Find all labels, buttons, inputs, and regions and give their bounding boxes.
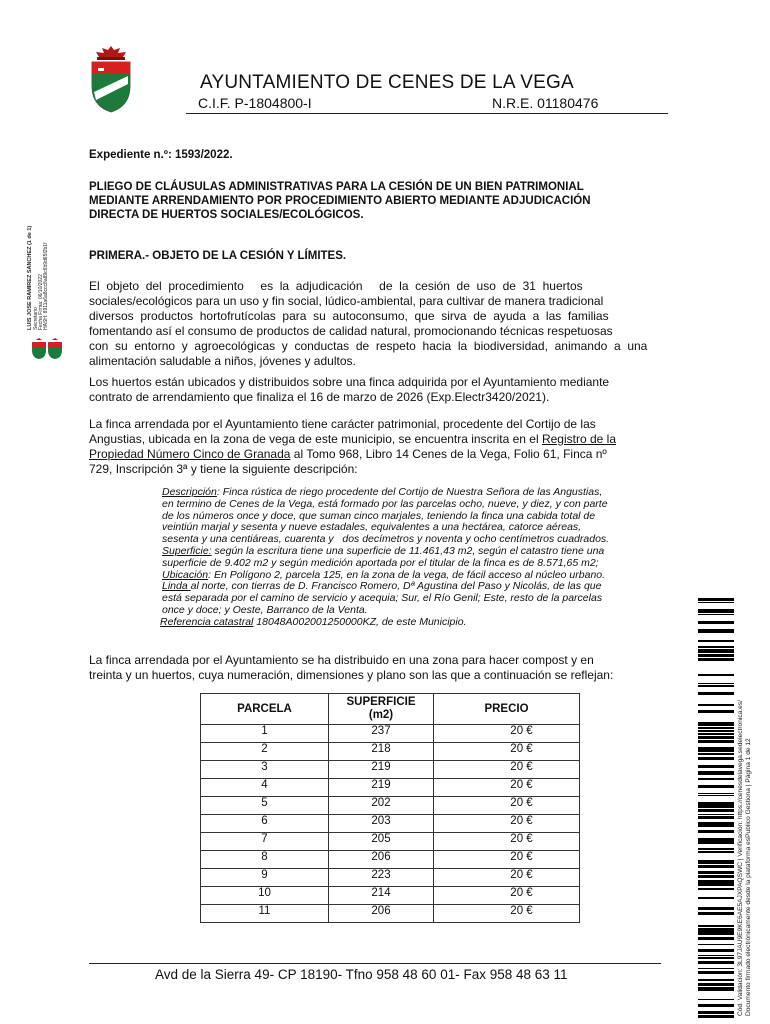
paragraph-line bbox=[89, 432, 661, 447]
expediente-label: Expediente n.º: bbox=[89, 149, 175, 161]
small-crest-icon bbox=[30, 338, 64, 360]
table-row bbox=[201, 779, 580, 797]
document-title-line: DIRECTA DE HUERTOS SOCIALES/ECOLÓGICOS. bbox=[89, 209, 364, 221]
parcela-cell: 9 bbox=[201, 869, 329, 887]
header-divider bbox=[186, 113, 668, 114]
footer-divider bbox=[89, 963, 661, 964]
table-row bbox=[201, 797, 580, 815]
signature-date: Fecha Firma: 06/10/2022 bbox=[38, 274, 44, 330]
superficie-cell: 214 bbox=[329, 887, 434, 905]
table-row bbox=[201, 761, 580, 779]
superficie-cell: 203 bbox=[329, 815, 434, 833]
paragraph-line: contrato de arrendamiento que finaliza el 16 de marzo de 2026 (Exp.Electr3420/2021). bbox=[89, 390, 550, 404]
parcela-cell: 3 bbox=[201, 761, 329, 779]
signer-role: Secretario bbox=[33, 307, 39, 330]
superficie-cell: 205 bbox=[329, 833, 434, 851]
header-parcela: PARCELA bbox=[201, 694, 329, 725]
parcela-cell: 2 bbox=[201, 743, 329, 761]
table-row bbox=[201, 869, 580, 887]
table-row bbox=[201, 851, 580, 869]
document-title bbox=[89, 180, 661, 222]
verification-code-text: Cód. Validación: 3L97JAU9E9KE6AE5AJXPAQSWC | Verificación: https://cenesdelavega.sedelectronica.es/ bbox=[737, 700, 744, 1016]
parcela-cell: 1 bbox=[201, 725, 329, 743]
paragraph-line: diversos productos hortofrutícolas para su autoconsumo, que sirva de ayuda a las familias bbox=[89, 309, 609, 323]
table-row bbox=[201, 887, 580, 905]
precio-cell: 20 € bbox=[434, 779, 580, 797]
paragraph-text: Angustias, ubicada en la zona de vega de este municipio, se encuentra inscrita en el bbox=[89, 432, 542, 446]
header-superficie: SUPERFICIE (m2) bbox=[329, 694, 434, 725]
expediente-line bbox=[89, 149, 233, 161]
precio-cell: 20 € bbox=[434, 815, 580, 833]
section-heading: PRIMERA.- OBJETO DE LA CESIÓN Y LÍMITES. bbox=[89, 250, 347, 262]
precio-cell: 20 € bbox=[434, 725, 580, 743]
superficie-label: Superficie: bbox=[162, 544, 212, 557]
paragraph-finca bbox=[89, 417, 661, 477]
parcela-cell: 4 bbox=[201, 779, 329, 797]
paragraph-line: sociales/ecológicos para un uso y fin social, lúdico-ambiental, para cultivar de manera tradicional bbox=[89, 294, 604, 308]
verification-barcode bbox=[698, 598, 734, 1018]
precio-cell: 20 € bbox=[434, 869, 580, 887]
signer-name: LUIS JOSE RAMIREZ SANCHEZ (1 de 1) bbox=[27, 225, 33, 330]
table-row bbox=[201, 743, 580, 761]
table-row bbox=[201, 815, 580, 833]
verification-platform-text: Documento firmado electrónicamente desde la plataforma esPublico Gestiona | Página 1 de 12 bbox=[745, 738, 752, 1016]
referencia-catastral-label: Referencia catastral bbox=[160, 615, 254, 628]
superficie-cell: 223 bbox=[329, 869, 434, 887]
paragraph-line: Los huertos están ubicados y distribuidos sobre una finca adquirida por el Ayuntamiento mediante bbox=[89, 375, 610, 389]
table-row bbox=[201, 905, 580, 923]
paragraph-text: al Tomo 968, Libro 14 Cenes de la Vega, Folio 61, Finca nº bbox=[290, 447, 607, 461]
precio-cell: 20 € bbox=[434, 797, 580, 815]
superficie-cell: 219 bbox=[329, 761, 434, 779]
paragraph-line: La finca arrendada por el Ayuntamiento tiene carácter patrimonial, procedente del Cortijo de las bbox=[89, 417, 596, 431]
precio-cell: 20 € bbox=[434, 761, 580, 779]
table-row bbox=[201, 833, 580, 851]
parcela-cell: 7 bbox=[201, 833, 329, 851]
superficie-cell: 206 bbox=[329, 851, 434, 869]
precio-cell: 20 € bbox=[434, 743, 580, 761]
paragraph-line: 729, Inscripción 3ª y tiene la siguiente descripción: bbox=[89, 462, 358, 476]
ubicacion-label: Ubicación bbox=[162, 568, 209, 581]
table-header-row bbox=[201, 694, 580, 725]
superficie-cell: 218 bbox=[329, 743, 434, 761]
header-precio: PRECIO bbox=[434, 694, 580, 725]
paragraph-line: fomentando así el consumo de productos de calidad natural, promocionando técnicas respetuosas bbox=[89, 324, 613, 338]
footer-address: Avd de la Sierra 49- CP 18190- Tfno 958 48 60 01- Fax 958 48 63 11 bbox=[155, 967, 568, 982]
parcela-cell: 11 bbox=[201, 905, 329, 923]
parcela-cell: 6 bbox=[201, 815, 329, 833]
precio-cell: 20 € bbox=[434, 851, 580, 869]
registro-link-text: Registro de la bbox=[541, 432, 616, 446]
finca-description: Descripción: Finca rústica de riego procedente del Cortijo de Nuestra Señora de las Angustias, en termino de Cenes de la Vega, está formado por las parcelas ocho, nueve, y diez, y con parte de los números once y doce, que suman cinco marjales, teniendo la finca una cabida total de veintiún marjal y sesenta y nueve estadales, equivalentes a una hectárea, catorce aéreas, sesenta y una centiáreas, cuarenta y dos decímetros y noventa y ocho centímetros cuadrados. Superficie: según la escritura tiene una superficie de 11.461,43 m2, según el catastro tiene una superficie de 9.402 m2 y según medición aportada por el titular de la finca es de 8.571,65 m2; Ubicación: En Polígono 2, parcela 125, en la zona de la vega, de fácil acceso al núcleo urbano. Linda al norte, con tierras de D. Francisco Romero, Dª Agustina del Paso y Nicolás, de las que está separada por el camino de servicio y acequia; Sur, el Río Genil; Este, resto de la parcelas once y doce; y Oeste, Barranco de la Venta. Referencia catastral 18048A002001250000KZ, de este Municipio. bbox=[160, 486, 610, 628]
paragraph-line: con su entorno y agroecológicas y conductas de respeto hacia la biodiversidad, animando a una bbox=[89, 339, 648, 353]
paragraph-ubicacion bbox=[89, 375, 661, 405]
paragraph-line: La finca arrendada por el Ayuntamiento se ha distribuido en una zona para hacer compost y en bbox=[89, 653, 594, 667]
header-title: AYUNTAMIENTO DE CENES DE LA VEGA bbox=[200, 72, 574, 93]
parcela-cell: 5 bbox=[201, 797, 329, 815]
document-title-line: MEDIANTE ARRENDAMIENTO POR PROCEDIMIENTO ABIERTO MEDIANTE ADJUDICACIÓN bbox=[89, 195, 591, 207]
linda-label: Linda bbox=[162, 580, 191, 593]
precio-cell: 20 € bbox=[434, 887, 580, 905]
document-title-line: PLIEGO DE CLÁUSULAS ADMINISTRATIVAS PARA LA CESIÓN DE UN BIEN PATRIMONIAL bbox=[89, 181, 584, 193]
precio-cell: 20 € bbox=[434, 833, 580, 851]
parcela-cell: 10 bbox=[201, 887, 329, 905]
paragraph-objeto bbox=[89, 279, 661, 369]
expediente-number: 1593/2022. bbox=[175, 149, 233, 161]
table-row bbox=[201, 725, 580, 743]
header-nre: N.R.E. 01180476 bbox=[492, 95, 599, 111]
desc-label: Descripción bbox=[162, 486, 217, 498]
superficie-cell: 206 bbox=[329, 905, 434, 923]
paragraph-line bbox=[89, 447, 661, 462]
paragraph-distribucion bbox=[89, 653, 661, 683]
superficie-cell: 237 bbox=[329, 725, 434, 743]
registro-link-text: Propiedad Número Cinco de Granada bbox=[89, 447, 291, 461]
signature-block bbox=[27, 225, 47, 330]
header-cif: C.I.F. P-1804800-I bbox=[198, 95, 312, 111]
superficie-cell: 202 bbox=[329, 797, 434, 815]
superficie-cell: 219 bbox=[329, 779, 434, 797]
paragraph-line: El objeto del procedimiento es la adjudicación de la cesión de uso de 31 huertos bbox=[89, 279, 583, 293]
paragraph-line: alimentación saludable a niños, jóvenes y adultos. bbox=[89, 354, 356, 368]
parcela-cell: 8 bbox=[201, 851, 329, 869]
municipal-crest-logo bbox=[88, 44, 134, 114]
paragraph-line: treinta y un huertos, cuya numeración, dimensiones y plano son las que a continuación se reflejan: bbox=[89, 668, 614, 682]
precio-cell: 20 € bbox=[434, 905, 580, 923]
signature-hash: HASH: 8911a6a8ccc8a89c6b9d65f2b1f bbox=[43, 242, 49, 330]
parcelas-table bbox=[200, 693, 580, 923]
